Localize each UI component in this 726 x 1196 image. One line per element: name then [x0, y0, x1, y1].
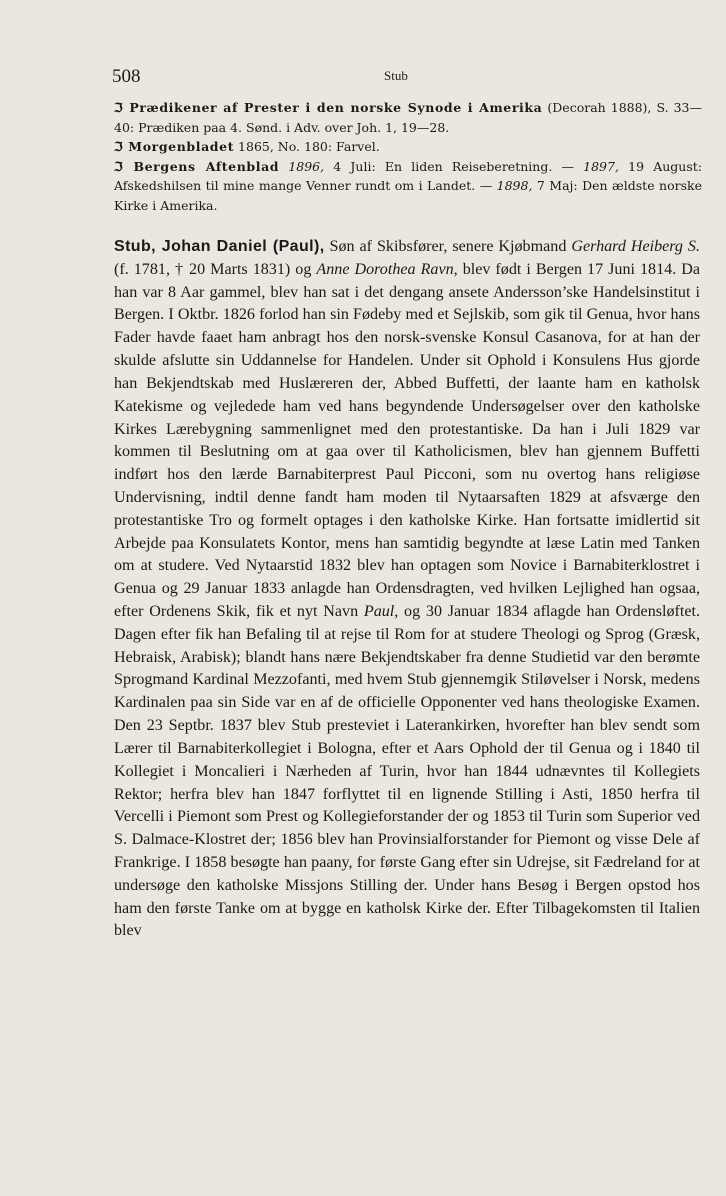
reference-title: ℑ Bergens Aftenblad [114, 158, 280, 174]
reference-detail: (Decorah 1888), S. 33—40: Prædiken paa 4. Sønd. i Adv. over Joh. 1, 19—28. [114, 100, 702, 135]
reference-year: 1898, [496, 178, 533, 193]
reference-detail: 1865, No. 180: Farvel. [234, 139, 380, 154]
reference-detail: 7 Maj: Den ældste norske Kirke i Amerika. [114, 178, 702, 213]
biography-article [114, 236, 700, 943]
religious-name: Paul, [363, 603, 399, 620]
entry-heading-name: Stub, Johan Daniel (Paul), [114, 238, 325, 255]
body-text-run: blev født i Bergen 17 Juni 1814. Da han var 8 Aar gammel, blev han sat i det dengang ansete Andersson’ske Handelsinstitut i Bergen. I Oktbr. 1826 forlod han sin Fødeby med et Sejlskib, som gik til Genua, hvor hans Fader havde faaet ham anbragt hos den norsk-svenske Konsul Casanova, for at han der skulde afslutte sin Uddannelse for Handelen. Under sit Ophold i Konsulens Hus gjorde han Bekjendtskab med Huslæreren der, Abbed Buffetti, der laante ham en katholsk Katekisme og vejledede ham ved hans begyndende Undersøgelser over den katholske Kirkes Lærebygning sammenlignet med den protestantiske. Da han i Juli 1829 var kommen til Beslutning om at gaa over til Katholicismen, blev han gjennem Buffetti indført hos den lærde Barnabiterprest Paul Picconi, som nu overtog hans religiøse Undervisning, indtil denne fandt ham moden til Nytaarsaften 1829 at afsværge den protestantiske Tro og formelt optages i den katholske Kirke. Han fortsatte imidlertid sit Arbejde paa Konsulatets Kontor, mens han samtidig begyndte at læse Latin med Tanken om at studere. Ved Nytaarstid 1832 blev han optagen som Novice i Barnabiterklostret i Genua og 29 Januar 1833 anlagde han Ordensdragten, ved hvilken Lejlighed han ogsaa, efter Ordenens Skik, fik et nyt Navn [114, 260, 701, 620]
page-header [112, 66, 702, 94]
reference-year: 1897, [583, 158, 619, 174]
mother-name: Anne Dorothea Ravn, [316, 260, 458, 278]
reference-detail: 4 Juli: En liden Reiseberetning. — [324, 158, 584, 174]
body-text-run: og 30 Januar 1834 aflagde han Ordensløftet. Dagen efter fik han Befaling til at rejse til Rom for at studere Theologi og Sprog (Græsk, Hebraisk, Arabisk); blandt hans nære Bekjendtskaber fra denne Studietid var den berømte Sprogmand Kardinal Mezzofanti, med hvem Stub gjennemgik Stiløvelser i Norsk, medens Kardinalen paa sin Side var en af de officielle Opponenter ved hans theologiske Examen. Den 23 Septbr. 1837 blev Stub presteviet i Laterankirken, hvorefter han blev sendt som Lærer til Barnabiterkollegiet i Bologna, efter et Aars Ophold der til Genua og i 1840 til Kollegiet i Moncalieri i Nærheden af Turin, hvor han 1844 udnævntes til Kollegiets Rektor; herfra blev han 1847 forflyttet til en lignende Stilling i Asti, 1850 herfra til Vercelli i Piemont som Prest og Kollegieforstander der og 1853 til Turin som Superior ved S. Dalmace-Klostret der; 1856 blev han Provinsialforstander for Piemont og visse Dele af Frankrige. I 1858 besøgte han paany, for første Gang efter sin Udrejse, sit Fædreland for at undersøge den katholske Missjons Stilling der. Under hans Besøg i Bergen opstod hos ham den første Tanke om at bygge en katholsk Kirke der. Efter Tilbagekomsten til Italien blev [114, 603, 700, 940]
bibliography-references [114, 98, 702, 215]
reference-entry [114, 137, 702, 157]
reference-title: ℑ Morgenbladet [114, 139, 235, 154]
running-head: Stub [384, 68, 408, 83]
body-text-run: Søn af Skibsfører, senere Kjøbmand [324, 238, 572, 255]
father-name: Gerhard Heiberg S. [571, 238, 700, 255]
reference-detail: 19 August: Afskedshilsen til mine mange Venner rundt om i Landet. — [114, 158, 702, 193]
page-number: 508 [112, 66, 141, 87]
reference-year: 1896, [279, 158, 325, 174]
reference-entry [114, 98, 702, 137]
reference-title: ℑ Prædikener af Prester i den norske Synode i Amerika [114, 100, 543, 115]
biography-paragraph [114, 236, 700, 943]
reference-entry [114, 157, 702, 216]
body-text-run: (f. 1781, † 20 Marts 1831) og [114, 260, 317, 278]
